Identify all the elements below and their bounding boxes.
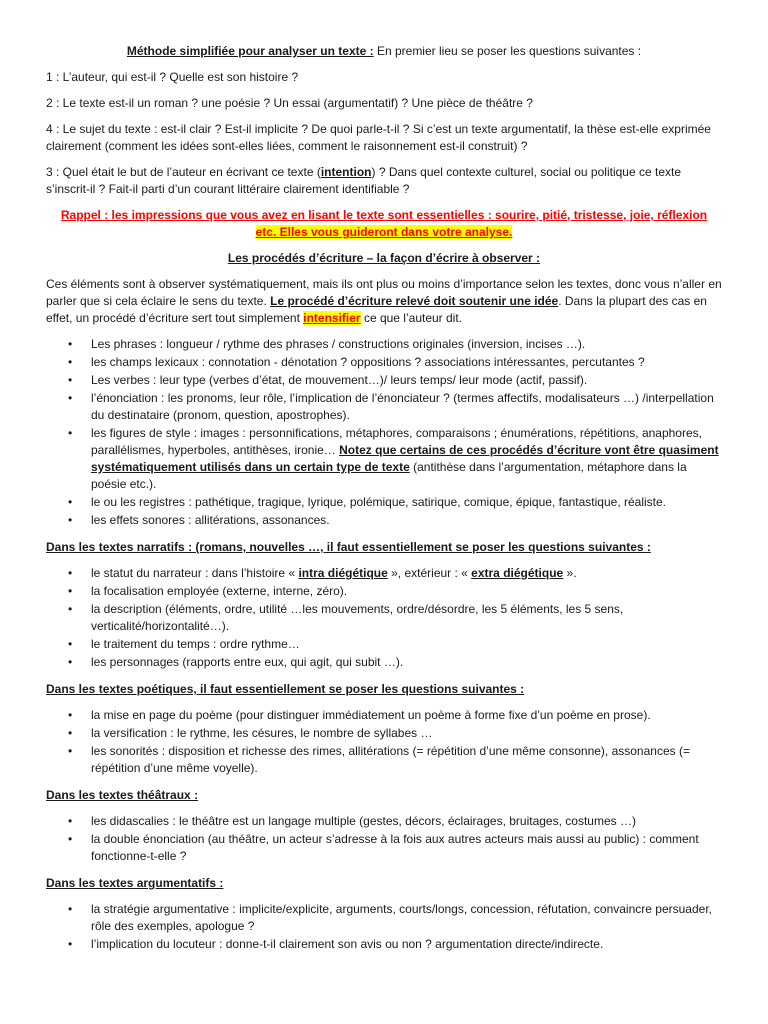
procedes-heading: Les procédés d’écriture – la façon d’écrire à observer :	[227, 251, 541, 265]
question-1: 1 : L’auteur, qui est-il ? Quelle est son histoire ?	[46, 70, 299, 84]
rappel-line-2: etc. Elles vous guideront dans votre analyse.	[255, 225, 513, 239]
list-item: • la description (éléments, ordre, utilité …les mouvements, ordre/désordre, les 5 éléments, les 5 sens, verticalité/horizontalité…).	[46, 601, 722, 635]
poetiques-heading: Dans les textes poétiques, il faut essentiellement se poser les questions suivantes :	[46, 682, 525, 696]
procedes-intro	[46, 276, 722, 327]
list-item	[46, 565, 722, 582]
narrateur-e: ».	[563, 566, 577, 580]
rappel-line-1: Rappel : les impressions que vous avez en lisant le texte sont essentielles : sourire, pitié, tristesse, joie, réflexion	[60, 208, 708, 222]
list-item: • Les phrases : longueur / rythme des phrases / constructions originales (inversion, incises …).	[46, 336, 722, 353]
list-item: • les champs lexicaux : connotation - dénotation ? oppositions ? associations intéressantes, percutantes ?	[46, 354, 722, 371]
list-item: • les personnages (rapports entre eux, qui agit, qui subit …).	[46, 654, 722, 671]
list-item: • la versification : le rythme, les césures, le nombre de syllabes …	[46, 725, 722, 742]
list-item: • la stratégie argumentative : implicite/explicite, arguments, courts/longs, concession, réfutation, convaincre persuader, rôle des exemples, apologue ?	[46, 901, 722, 935]
narrateur-extra: extra diégétique	[471, 566, 564, 580]
list-item: • le traitement du temps : ordre rythme…	[46, 636, 722, 653]
title-rest: En premier lieu se poser les questions suivantes :	[373, 44, 642, 58]
question-3	[46, 164, 722, 198]
narrateur-intra: intra diégétique	[298, 566, 388, 580]
procedes-intro-a: Ces éléments sont à observer systématiquement, mais ils ont plus ou moins d’importance selon les textes, donc vous n’aller en parler que si cela éclaire le sens du texte.	[46, 277, 722, 308]
procedes-intro-b: Le procédé d’écriture relevé doit soutenir une idée	[270, 294, 559, 308]
poetiques-list	[46, 707, 722, 777]
figures-c: (antithèse dans l’argumentation, métaphore dans la poésie etc.).	[91, 460, 687, 491]
list-item: • les sonorités : disposition et richesse des rimes, allitérations (= répétition d’une même consonne), assonances (= répétition d’une même voyelle).	[46, 743, 722, 777]
argumentatifs-heading: Dans les textes argumentatifs :	[46, 876, 224, 890]
narratifs-heading: Dans les textes narratifs : (romans, nouvelles …, il faut essentiellement se poser les questions suivantes :	[46, 540, 651, 554]
list-item: • le ou les registres : pathétique, tragique, lyrique, polémique, satirique, comique, épique, fantastique, réaliste.	[46, 494, 722, 511]
list-item: • la mise en page du poème (pour distinguer immédiatement un poème à forme fixe d’un poème en prose).	[46, 707, 722, 724]
figures-a: les figures de style : images : personnifications, métaphores, comparaisons ; énumérations, répétitions, anaphores, parallélismes, hyperboles, antithèses, ironie…	[91, 426, 702, 457]
procedes-intro-intensifier: intensifier	[303, 311, 361, 325]
list-item	[46, 425, 722, 493]
narrateur-c: », extérieur : «	[387, 566, 472, 580]
list-item: • l’implication du locuteur : donne-t-il clairement son avis ou non ? argumentation directe/indirecte.	[46, 936, 722, 953]
theatraux-heading: Dans les textes théâtraux :	[46, 788, 199, 802]
question-3-intention: intention	[320, 165, 372, 179]
list-item: • les didascalies : le théâtre est un langage multiple (gestes, décors, éclairages, bruitages, costumes …)	[46, 813, 722, 830]
argumentatifs-list	[46, 901, 722, 953]
figures-b: Notez que certains de ces procédés d’écriture vont être quasiment systématiquement utilisés dans un certain type de texte	[91, 443, 719, 474]
list-item: • Les verbes : leur type (verbes d’état, de mouvement…)/ leurs temps/ leur mode (actif, passif).	[46, 372, 722, 389]
document-title	[46, 43, 722, 60]
question-3-c: ) ? Dans quel contexte culturel, social ou politique ce texte s’inscrit-il ? Fait-il parti d’un courant littéraire clairement identifiable ?	[46, 165, 681, 196]
question-3-a: 3 : Quel était le but de l’auteur en écrivant ce texte (	[46, 165, 321, 179]
procedes-intro-c: . Dans la plupart des cas en effet, un procédé d’écriture sert tout simplement	[46, 294, 707, 325]
theatraux-list	[46, 813, 722, 865]
narratifs-list	[46, 565, 722, 671]
document-body	[46, 43, 722, 963]
procedes-list	[46, 336, 722, 529]
question-4: 4 : Le sujet du texte : est-il clair ? Est-il implicite ? De quoi parle-t-il ? Si c’est un texte argumentatif, la thèse est-elle exprimée clairement (comment les idées sont-elles liées, comment le raisonnement est-il construit) ?	[46, 122, 711, 153]
title-bold: Méthode simplifiée pour analyser un texte :	[126, 44, 374, 58]
rappel-note	[46, 207, 722, 241]
list-item: • l’énonciation : les pronoms, leur rôle, l’implication de l’énonciateur ? (termes affectifs, modalisateurs …) /interpellation du destinataire (pronom, question, apostrophes).	[46, 390, 722, 424]
list-item: • les effets sonores : allitérations, assonances.	[46, 512, 722, 529]
list-item: • la double énonciation (au théâtre, un acteur s’adresse à la fois aux autres acteurs mais aussi au public) : comment fonctionne-t-elle ?	[46, 831, 722, 865]
narrateur-a: le statut du narrateur : dans l’histoire «	[91, 566, 299, 580]
list-item: • la focalisation employée (externe, interne, zéro).	[46, 583, 722, 600]
procedes-intro-e: ce que l’auteur dit.	[360, 311, 463, 325]
question-2: 2 : Le texte est-il un roman ? une poésie ? Un essai (argumentatif) ? Une pièce de théâtre ?	[46, 96, 533, 110]
